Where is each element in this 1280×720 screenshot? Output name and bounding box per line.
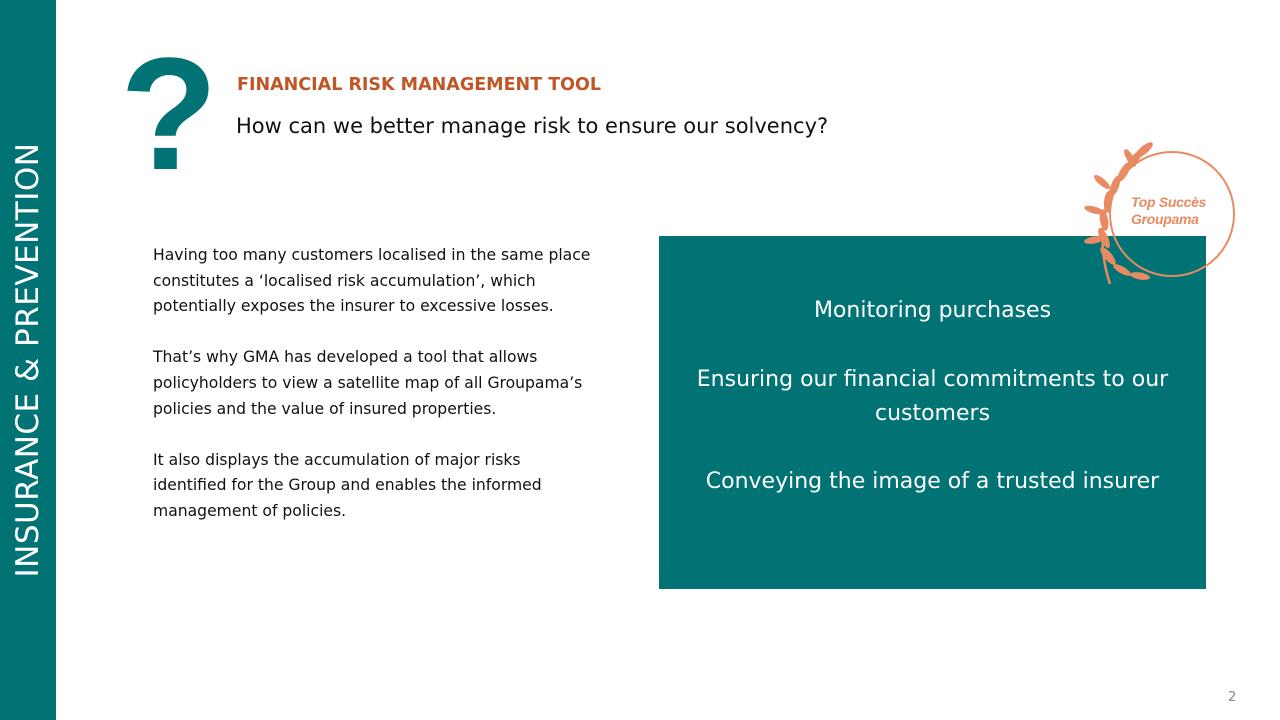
body-text — [153, 243, 593, 550]
paragraph: Having too many customers localised in the same place constitutes a ‘localised risk accumulation’, which potentially exposes the insurer to excessive losses. — [153, 246, 591, 316]
badge-line-2: Groupama — [1131, 211, 1199, 227]
section-title: INSURANCE & PREVENTION — [10, 142, 46, 578]
paragraph: It also displays the accumulation of major risks identified for the Group and enables the informed management of policies. — [153, 450, 542, 520]
badge-line-1: Top Succès — [1131, 194, 1207, 210]
badge-label — [1131, 194, 1206, 228]
page-number: 2 — [1228, 690, 1237, 705]
question-mark-icon: ? — [120, 24, 218, 203]
slide-headline: How can we better manage risk to ensure our solvency? — [236, 114, 829, 138]
highlight-item: Conveying the image of a trusted insurer — [705, 469, 1160, 494]
highlight-item: Ensuring our financial commitments to our customers — [696, 367, 1169, 426]
paragraph: That’s why GMA has developed a tool that allows policyholders to view a satellite map of all Groupama’s policies and the value of insured properties. — [153, 348, 583, 418]
side-band — [0, 0, 56, 720]
highlight-item: Monitoring purchases — [813, 298, 1052, 323]
slide-kicker: FINANCIAL RISK MANAGEMENT TOOL — [237, 75, 602, 95]
